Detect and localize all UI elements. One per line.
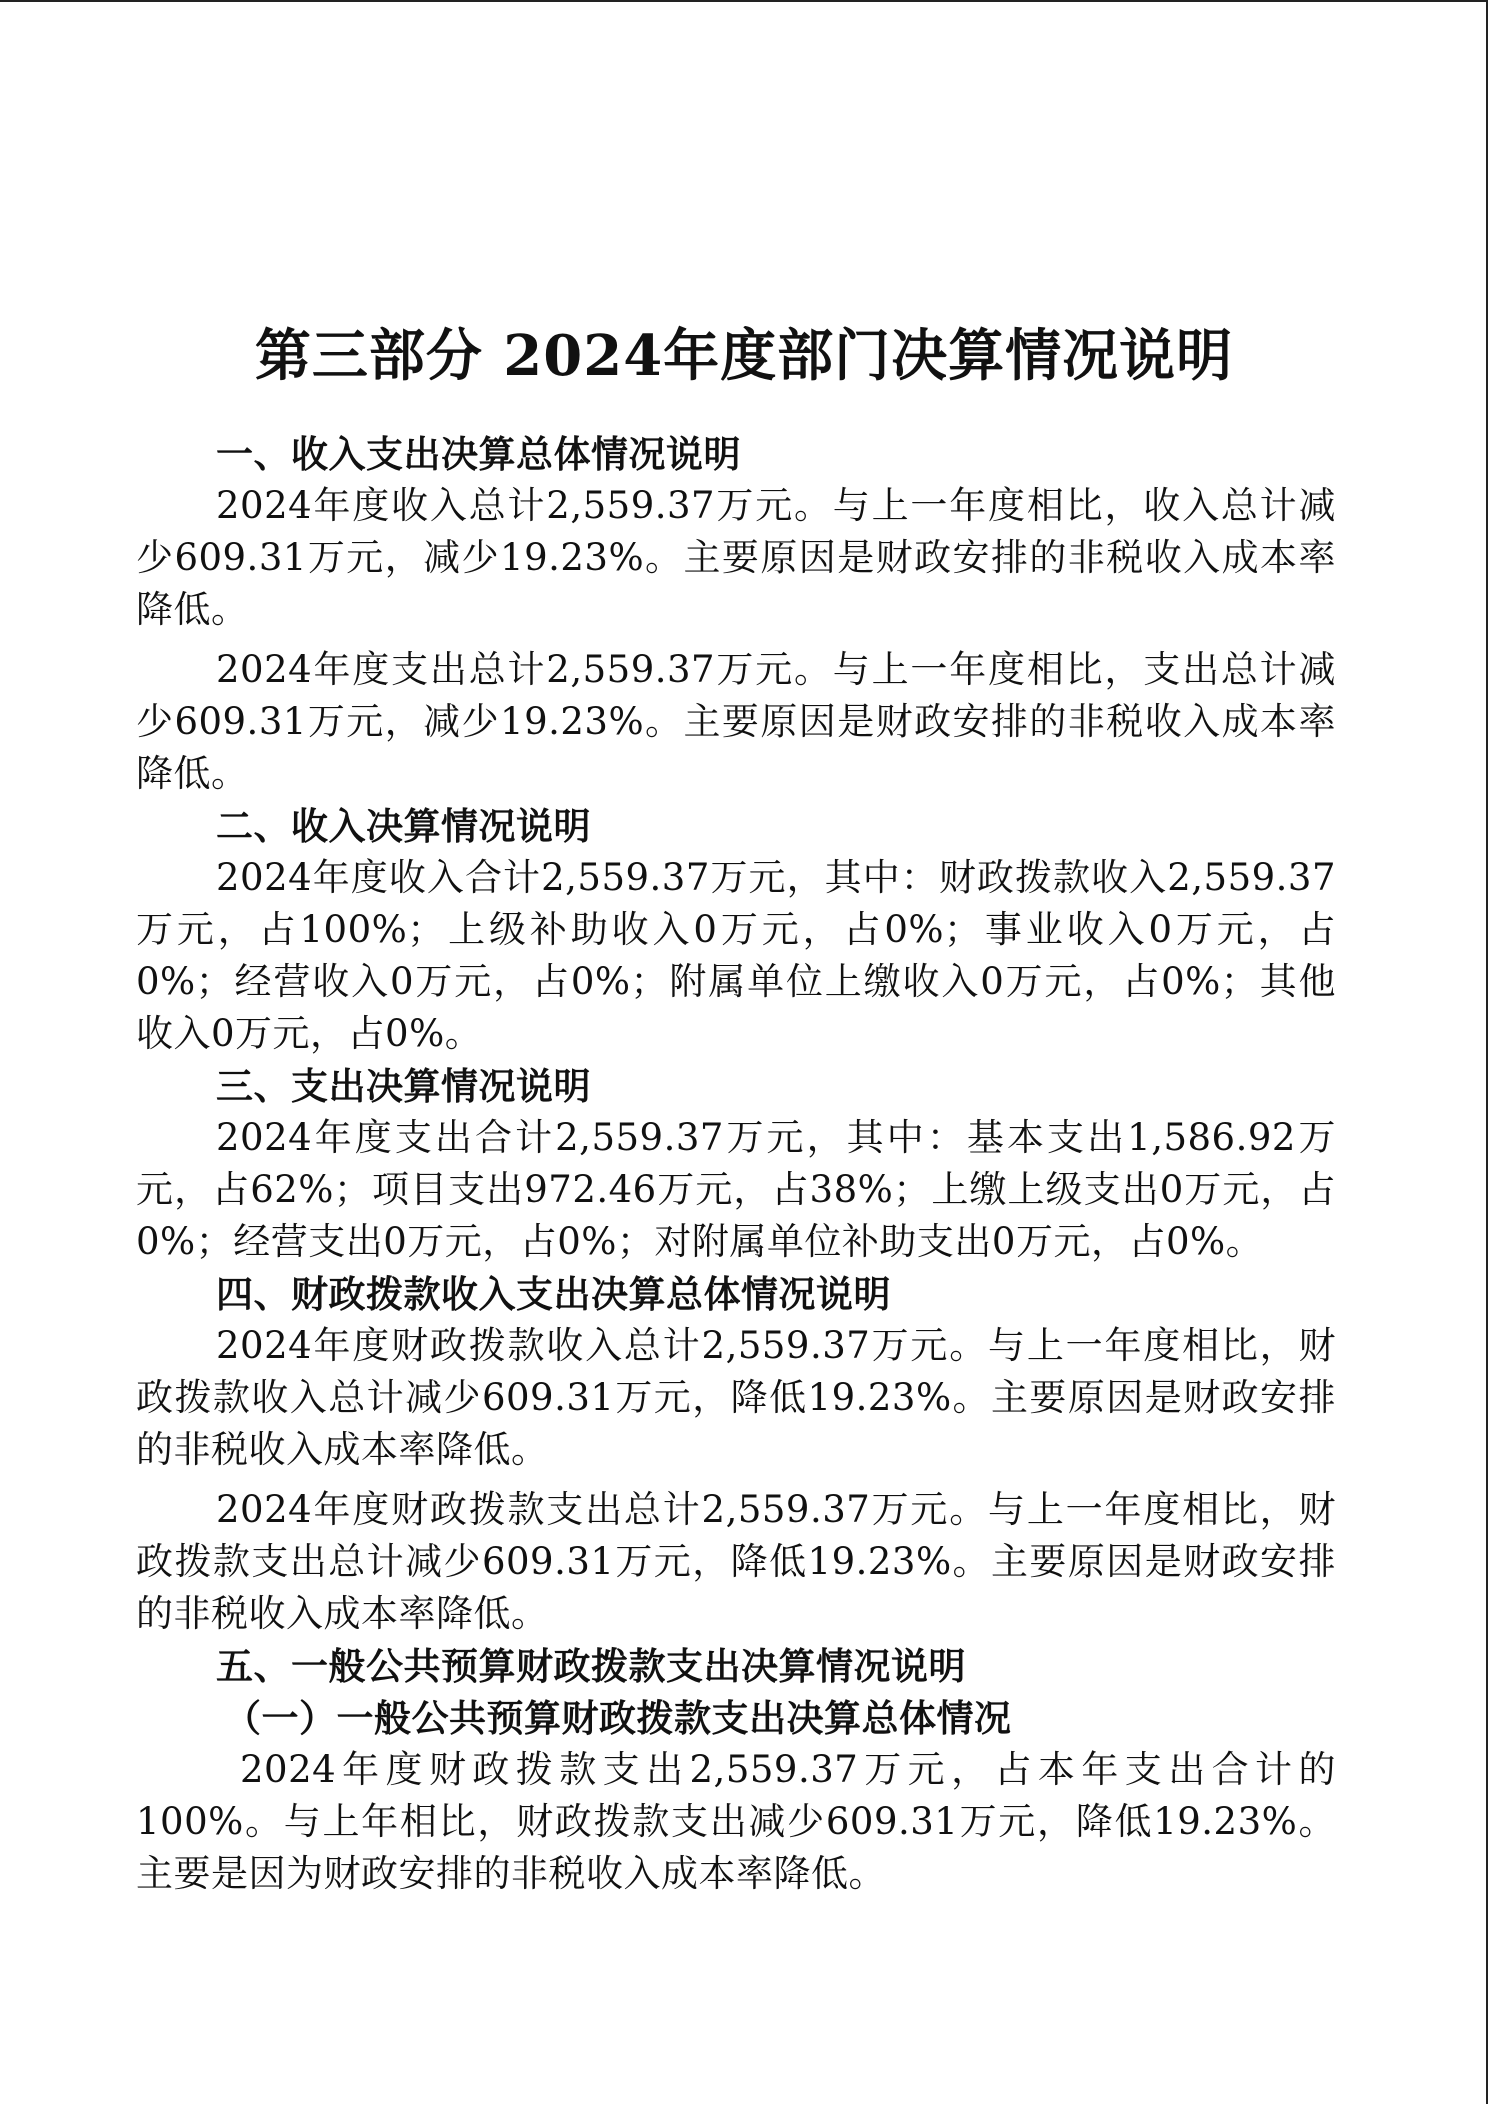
document-title: 第三部分 2024年度部门决算情况说明 [254, 323, 1234, 389]
section-4 [136, 1268, 1336, 1640]
paragraph: 2024年度收入总计2,559.37万元。与上一年度相比，收入总计减少609.31万元，减少19.23%。主要原因是财政安排的非税收入成本率降低。 [136, 484, 1336, 631]
page-border-top [0, 0, 1488, 2]
section-3 [136, 1060, 1336, 1268]
section-5 [136, 1640, 1336, 1900]
paragraph: 2024年度财政拨款收入总计2,559.37万元。与上一年度相比，财政拨款收入总计减少609.31万元，降低19.23%。主要原因是财政安排的非税收入成本率降低。 [136, 1324, 1336, 1471]
section-2 [136, 800, 1336, 1060]
section-heading: 三、支出决算情况说明 [216, 1064, 591, 1108]
paragraph: 2024年度财政拨款支出2,559.37万元，占本年支出合计的100%。与上年相比，财政拨款支出减少609.31万元，降低19.23%。主要是因为财政安排的非税收入成本率降低。 [136, 1748, 1336, 1895]
paragraph: 2024年度支出总计2,559.37万元。与上一年度相比，支出总计减少609.31万元，减少19.23%。主要原因是财政安排的非税收入成本率降低。 [136, 648, 1336, 795]
section-1 [136, 428, 1336, 800]
section-heading: 四、财政拨款收入支出决算总体情况说明 [216, 1272, 891, 1316]
paragraph: 2024年度支出合计2,559.37万元，其中：基本支出1,586.92万元，占62%；项目支出972.46万元，占38%；上缴上级支出0万元，占0%；经营支出0万元，占0%；对附属单位补助支出0万元，占0%。 [136, 1116, 1336, 1263]
section-subheading: （一）一般公共预算财政拨款支出决算总体情况 [224, 1696, 1012, 1740]
section-heading: 五、一般公共预算财政拨款支出决算情况说明 [216, 1644, 966, 1688]
section-heading: 二、收入决算情况说明 [216, 804, 591, 848]
paragraph: 2024年度收入合计2,559.37万元，其中：财政拨款收入2,559.37万元，占100%；上级补助收入0万元，占0%；事业收入0万元，占0%；经营收入0万元，占0%；附属单位上缴收入0万元，占0%；其他收入0万元，占0%。 [136, 856, 1336, 1055]
section-heading: 一、收入支出决算总体情况说明 [216, 432, 741, 476]
document-body [136, 428, 1336, 1900]
paragraph: 2024年度财政拨款支出总计2,559.37万元。与上一年度相比，财政拨款支出总计减少609.31万元，降低19.23%。主要原因是财政安排的非税收入成本率降低。 [136, 1488, 1336, 1635]
